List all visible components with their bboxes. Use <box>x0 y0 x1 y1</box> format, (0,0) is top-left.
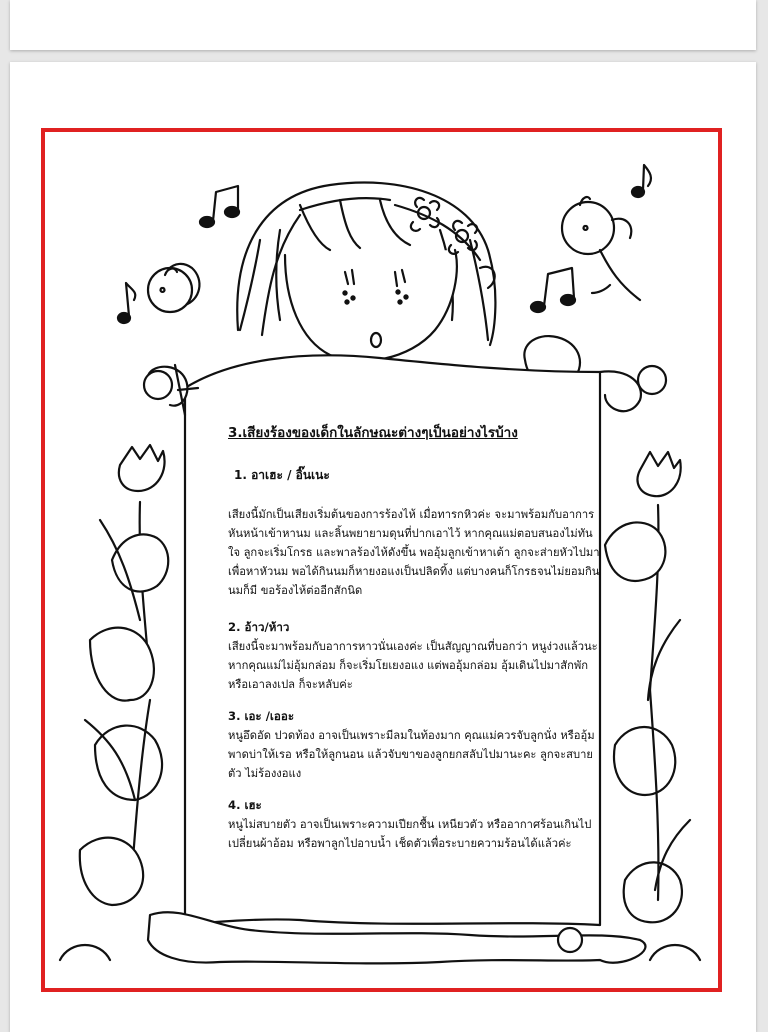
section-1-heading: 1. อาเฮะ / อิ๊นเนะ <box>234 468 330 482</box>
section-3-heading: 3. เอะ /เออะ <box>228 709 295 723</box>
scroll-text-content <box>228 424 600 866</box>
tulip-icon <box>605 452 690 922</box>
section-4-heading: 4. เฮะ <box>228 798 262 812</box>
section-3-body: หนูอึดอัด ปวดท้อง อาจเป็นเพราะมีลมในท้องมาก คุณแม่ควรจับลูกนั่ง หรืออุ้มพาดบ่าให้เรอ หรือให้ลูกนอน แล้วจับขาของลูกยกสลับไปมานะคะ ลูกจะสบายตัว ไม่ร้องงอแง <box>228 729 595 780</box>
page-title: 3.เสียงร้องของเด็กในลักษณะต่างๆเป็นอย่างไรบ้าง <box>228 425 518 441</box>
section-1-body: เสียงนี้มักเป็นเสียงเริ่มต้นของการร้องไห้ เมื่อทารกหิวค่ะ จะมาพร้อมกับอาการหันหน้าเข้าหานม และลิ้นพยายามดุนที่ปากเอาไว้ หากคุณแม่ตอบสนองไม่ทันใจ ลูกจะเริ่มโกรธ และพาลร้องไห้ดังขึ้น พออุ้มลูกเข้าหาเต้า ลูกจะส่ายหัวไปมาเพื่อหาหัวนม พอได้กินนมก็หายงอแงเป็นปลิดทิ้ง แต่บางคนก็โกรธจนไม่ยอมกินนมก็มี ขอร้องไห้ต่ออีกสักนิด <box>228 508 600 597</box>
section-2-heading: 2. อ้าว/ห้าว <box>228 620 290 634</box>
section-2-body: เสียงนี้จะมาพร้อมกับอาการหาวนั่นเองค่ะ เป็นสัญญาณที่บอกว่า หนูง่วงแล้วนะ หากคุณแม่ไม่อุ้มกล่อม ก็จะเริ่มโยเยงอแง แต่พออุ้มกล่อม อุ้มเดินไปมาสักพัก หรือเอาลงเปล ก็จะหลับค่ะ <box>228 640 598 691</box>
tulip-icon <box>80 445 168 905</box>
section-4-body: หนูไม่สบายตัว อาจเป็นเพราะความเปียกชื้น เหนียวตัว หรืออากาศร้อนเกินไป เปลี่ยนผ้าอ้อม หรือพาลูกไปอาบน้ำ เช็ดตัวเพื่อระบายความร้อนได้แล้วค่ะ <box>228 818 592 850</box>
